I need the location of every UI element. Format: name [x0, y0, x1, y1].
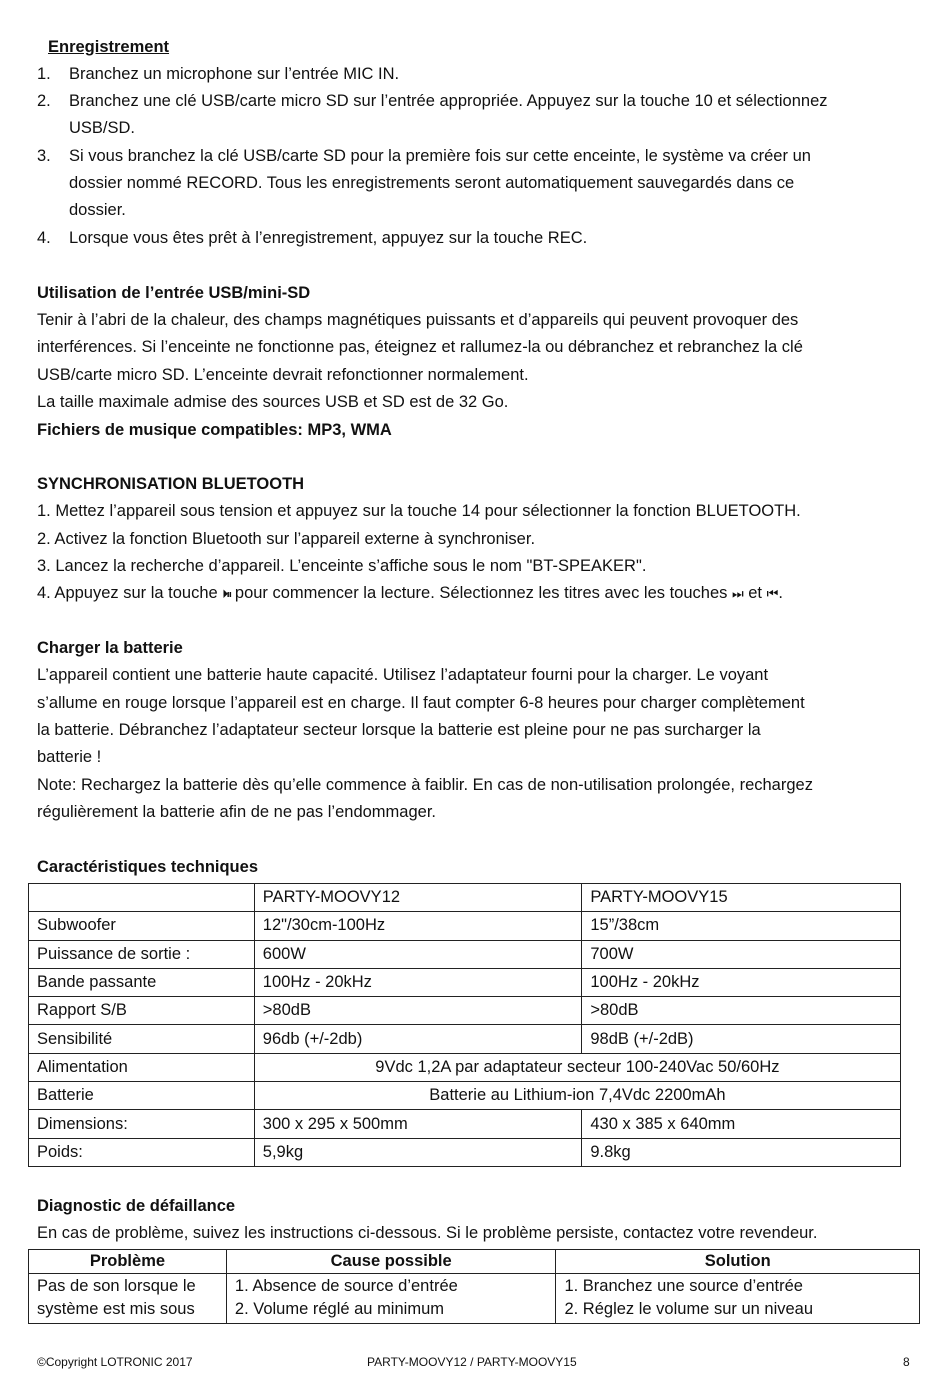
- cell-line: système est mis sous: [37, 1300, 195, 1318]
- bluetooth-step-text: pour commencer la lecture. Sélectionnez les titres avec les touches: [230, 584, 732, 602]
- table-cell: Sensibilité: [29, 1025, 255, 1053]
- play-pause-icon: ⏵⏸: [222, 587, 231, 601]
- table-cell: Subwoofer: [29, 912, 255, 940]
- table-cell: [226, 1274, 556, 1324]
- usb-text-line: USB/carte micro SD. L’enceinte devrait refonctionner normalement.: [37, 366, 529, 384]
- step-text: USB/SD.: [69, 119, 136, 137]
- table-column-header: Cause possible: [226, 1250, 556, 1274]
- bluetooth-heading: SYNCHRONISATION BLUETOOTH: [37, 475, 305, 493]
- usb-heading: Utilisation de l’entrée USB/mini-SD: [37, 284, 311, 302]
- table-cell-merged: 9Vdc 1,2A par adaptateur secteur 100-240Vac 50/60Hz: [254, 1053, 900, 1081]
- table-row: [29, 968, 901, 996]
- table-row: [29, 1025, 901, 1053]
- footer-copyright: ©Copyright LOTRONIC 2017: [37, 1355, 193, 1369]
- next-track-icon: ⏭: [731, 587, 744, 602]
- table-row: [29, 997, 901, 1025]
- table-cell-merged: Batterie au Lithium-ion 7,4Vdc 2200mAh: [254, 1082, 900, 1110]
- table-cell: 100Hz - 20kHz: [582, 968, 901, 996]
- cell-line: 1. Absence de source d’entrée: [234, 1277, 458, 1295]
- table-cell: 15”/38cm: [582, 912, 901, 940]
- table-column-header: Solution: [556, 1250, 920, 1274]
- table-cell: Rapport S/B: [29, 997, 255, 1025]
- usb-text-line: Tenir à l’abri de la chaleur, des champs magnétiques puissants et d’appareils qui peuvent provoquer des: [37, 311, 799, 329]
- table-cell: [556, 1274, 920, 1324]
- battery-note-line: Note: Rechargez la batterie dès qu’elle commence à faiblir. En cas de non-utilisation prolongée, rechargez: [37, 776, 813, 794]
- table-column-header: PARTY-MOOVY12: [254, 884, 582, 912]
- table-cell: 100Hz - 20kHz: [254, 968, 582, 996]
- step-number: 2.: [37, 92, 51, 110]
- cell-line: 1. Branchez une source d’entrée: [564, 1277, 803, 1295]
- table-cell: 12"/30cm-100Hz: [254, 912, 582, 940]
- table-row: [29, 1053, 901, 1081]
- battery-note-line: régulièrement la batterie afin de ne pas l’endommager.: [37, 803, 436, 821]
- usb-formats: Fichiers de musique compatibles: MP3, WMA: [37, 421, 392, 439]
- table-row: [29, 940, 901, 968]
- battery-heading: Charger la batterie: [37, 639, 183, 657]
- bluetooth-step: 1. Mettez l’appareil sous tension et appuyez sur la touche 14 pour sélectionner la fonction BLUETOOTH.: [37, 502, 801, 520]
- table-cell: Alimentation: [29, 1053, 255, 1081]
- battery-text-line: s’allume en rouge lorsque l’appareil est en charge. Il faut compter 6-8 heures pour charger complètement: [37, 694, 805, 712]
- bluetooth-step-text: 4. Appuyez sur la touche: [37, 584, 223, 602]
- table-cell: 9.8kg: [582, 1138, 901, 1166]
- table-cell: >80dB: [582, 997, 901, 1025]
- table-cell: Puissance de sortie :: [29, 940, 255, 968]
- table-cell: 700W: [582, 940, 901, 968]
- diagnostic-heading: Diagnostic de défaillance: [37, 1197, 236, 1215]
- bluetooth-step-4: [37, 580, 783, 608]
- bluetooth-step: 3. Lancez la recherche d’appareil. L’enceinte s’affiche sous le nom "BT-SPEAKER".: [37, 557, 647, 575]
- table-row: [29, 1110, 901, 1138]
- table-cell: 96db (+/-2db): [254, 1025, 582, 1053]
- table-cell: Bande passante: [29, 968, 255, 996]
- table-cell: 300 x 295 x 500mm: [254, 1110, 582, 1138]
- usb-text-line: interférences. Si l’enceinte ne fonctionne pas, éteignez et rallumez-la ou débranchez et rebranchez la clé: [37, 338, 803, 356]
- table-cell: 98dB (+/-2dB): [582, 1025, 901, 1053]
- battery-text-line: L’appareil contient une batterie haute capacité. Utilisez l’adaptateur fourni pour la charger. Le voyant: [37, 666, 769, 684]
- table-cell: 430 x 385 x 640mm: [582, 1110, 901, 1138]
- previous-track-icon: ⏮: [766, 587, 779, 602]
- step-text: Si vous branchez la clé USB/carte SD pour la première fois sur cette enceinte, le système va créer un: [69, 147, 811, 165]
- table-cell: Batterie: [29, 1082, 255, 1110]
- diagnostic-intro: En cas de problème, suivez les instructions ci-dessous. Si le problème persiste, contactez votre revendeur.: [37, 1224, 818, 1242]
- cell-line: Pas de son lorsque le: [37, 1277, 196, 1295]
- table-cell: 600W: [254, 940, 582, 968]
- footer-page-number: 8: [903, 1355, 910, 1369]
- table-header-row: [29, 1250, 920, 1274]
- usb-text-line: La taille maximale admise des sources USB et SD est de 32 Go.: [37, 393, 509, 411]
- step-text: dossier.: [69, 201, 126, 219]
- table-column-header: PARTY-MOOVY15: [582, 884, 901, 912]
- step-text: Branchez un microphone sur l’entrée MIC IN.: [69, 65, 400, 83]
- battery-text-line: la batterie. Débranchez l’adaptateur secteur lorsque la batterie est pleine pour ne pas surcharger la: [37, 721, 761, 739]
- table-cell: [29, 884, 255, 912]
- recording-heading: Enregistrement: [48, 38, 170, 56]
- specs-heading: Caractéristiques techniques: [37, 858, 258, 876]
- table-row: [29, 912, 901, 940]
- step-text: Lorsque vous êtes prêt à l’enregistrement, appuyez sur la touche REC.: [69, 229, 588, 247]
- battery-text-line: batterie !: [37, 748, 102, 766]
- table-row: [29, 1274, 920, 1324]
- bluetooth-step-text: et: [743, 584, 767, 602]
- table-cell: [29, 1274, 227, 1324]
- bluetooth-step: 2. Activez la fonction Bluetooth sur l’appareil externe à synchroniser.: [37, 530, 536, 548]
- specs-table: [28, 883, 901, 1167]
- step-number: 4.: [37, 229, 51, 247]
- cell-line: 2. Volume réglé au minimum: [234, 1300, 444, 1318]
- table-cell: >80dB: [254, 997, 582, 1025]
- step-number: 3.: [37, 147, 51, 165]
- table-cell: 5,9kg: [254, 1138, 582, 1166]
- footer-models: PARTY-MOOVY12 / PARTY-MOOVY15: [367, 1355, 577, 1369]
- table-row: [29, 884, 901, 912]
- step-text: Branchez une clé USB/carte micro SD sur l’entrée appropriée. Appuyez sur la touche 10 et sélectionnez: [69, 92, 828, 110]
- table-cell: Poids:: [29, 1138, 255, 1166]
- cell-line: 2. Réglez le volume sur un niveau: [564, 1300, 814, 1318]
- table-column-header: Problème: [29, 1250, 227, 1274]
- step-number: 1.: [37, 65, 51, 83]
- table-row: [29, 1138, 901, 1166]
- table-cell: Dimensions:: [29, 1110, 255, 1138]
- table-row: [29, 1082, 901, 1110]
- step-text: dossier nommé RECORD. Tous les enregistrements seront automatiquement sauvegardés dans ce: [69, 174, 795, 192]
- diagnostic-table: [28, 1249, 920, 1324]
- bluetooth-step-text: .: [778, 584, 783, 602]
